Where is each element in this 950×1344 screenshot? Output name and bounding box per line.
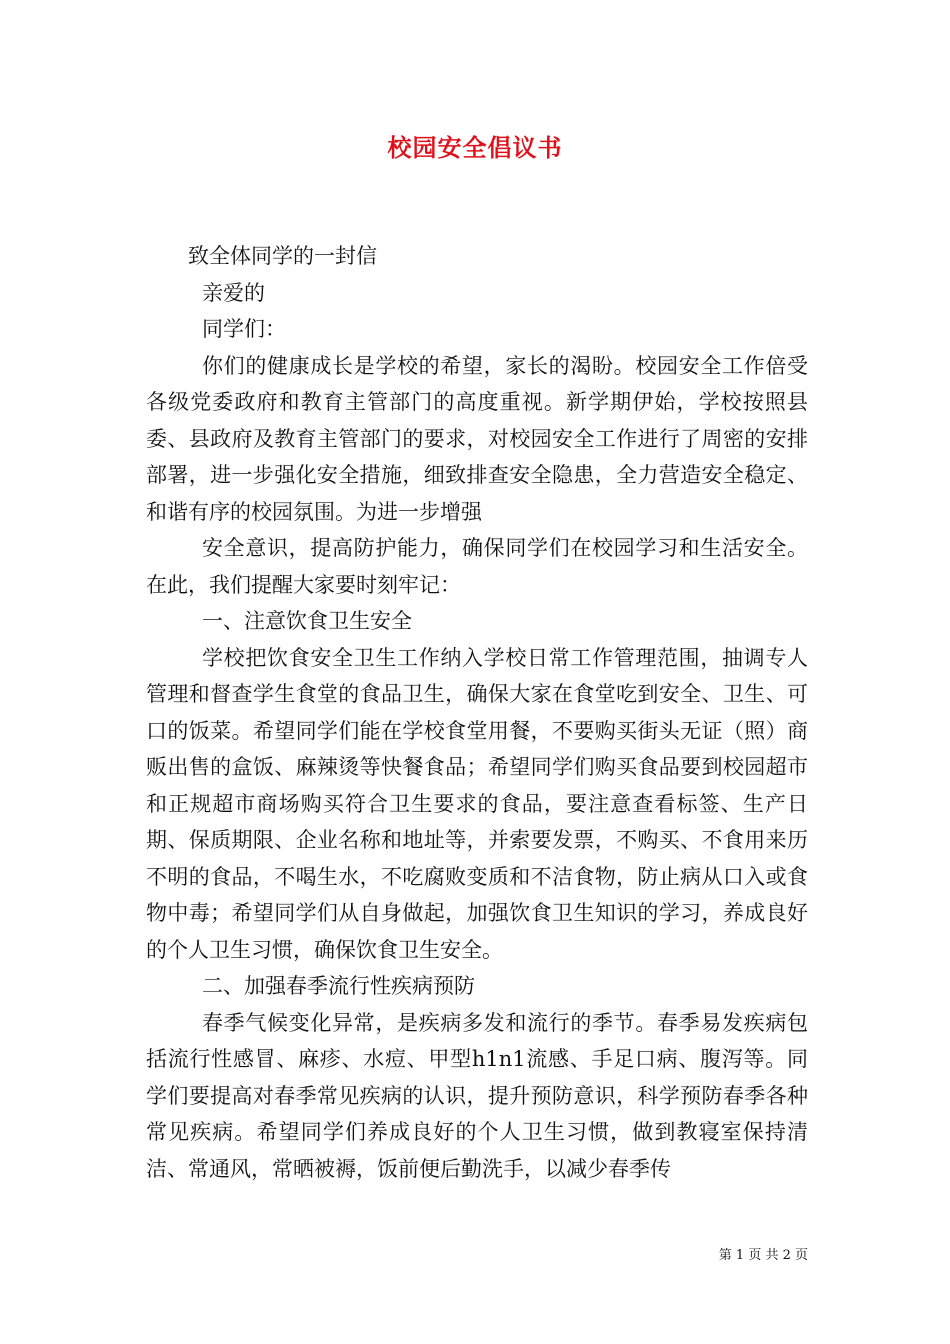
greeting-line-2: 同学们：: [202, 317, 286, 341]
paragraph-awareness: 安全意识，提高防护能力，确保同学们在校园学习和生活安全。在此，我们提醒大家要时刻牢记：: [146, 536, 808, 597]
paragraph-food-safety: 学校把饮食安全卫生工作纳入学校日常工作管理范围，抽调专人管理和督查学生食堂的食品卫生，确保大家在食堂吃到安全、卫生、可口的饭菜。希望同学们能在学校食堂用餐，不要购买街头无证（照）商贩出售的盒饭、麻辣烫等快餐食品；希望同学们购买食品要到校园超市和正规超市商场购买符合卫生要求的食品，要注意查看标签、生产日期、保质期限、企业名称和地址等，并索要发票，不购买、不食用来历不明的食品，不喝生水，不吃腐败变质和不洁食物，防止病从口入或食物中毒；希望同学们从自身做起，加强饮食卫生知识的学习，养成良好的个人卫生习惯，确保饮食卫生安全。: [146, 645, 808, 962]
opening-line: 致全体同学的一封信: [188, 244, 377, 268]
section-heading-food-safety: 一、注意饮食卫生安全: [202, 609, 412, 633]
document-title: 校园安全倡议书: [387, 133, 563, 162]
paragraph-disease-prevention: 春季气候变化异常，是疾病多发和流行的季节。春季易发疾病包括流行性感冒、麻疹、水痘、甲型h1n1流感、手足口病、腹泻等。同学们要提高对春季常见疾病的认识，提升预防意识，科学预防春季各种常见疾病。希望同学们养成良好的个人卫生习惯，做到教寝室保持清洁、常通风，常晒被褥，饭前便后勤洗手，以减少春季传: [146, 1010, 808, 1181]
page-number: 第 1 页 共 2 页: [718, 1248, 808, 1263]
section-heading-disease-prevention: 二、加强春季流行性疾病预防: [202, 974, 475, 998]
paragraph-intro: 你们的健康成长是学校的希望，家长的渴盼。校园安全工作倍受各级党委政府和教育主管部门的高度重视。新学期伊始，学校按照县委、县政府及教育主管部门的要求，对校园安全工作进行了周密的安排部署，进一步强化安全措施，细致排查安全隐患，全力营造安全稳定、和谐有序的校园氛围。为进一步增强: [146, 353, 808, 524]
greeting-line-1: 亲爱的: [202, 280, 265, 305]
document-body: [146, 238, 808, 1187]
